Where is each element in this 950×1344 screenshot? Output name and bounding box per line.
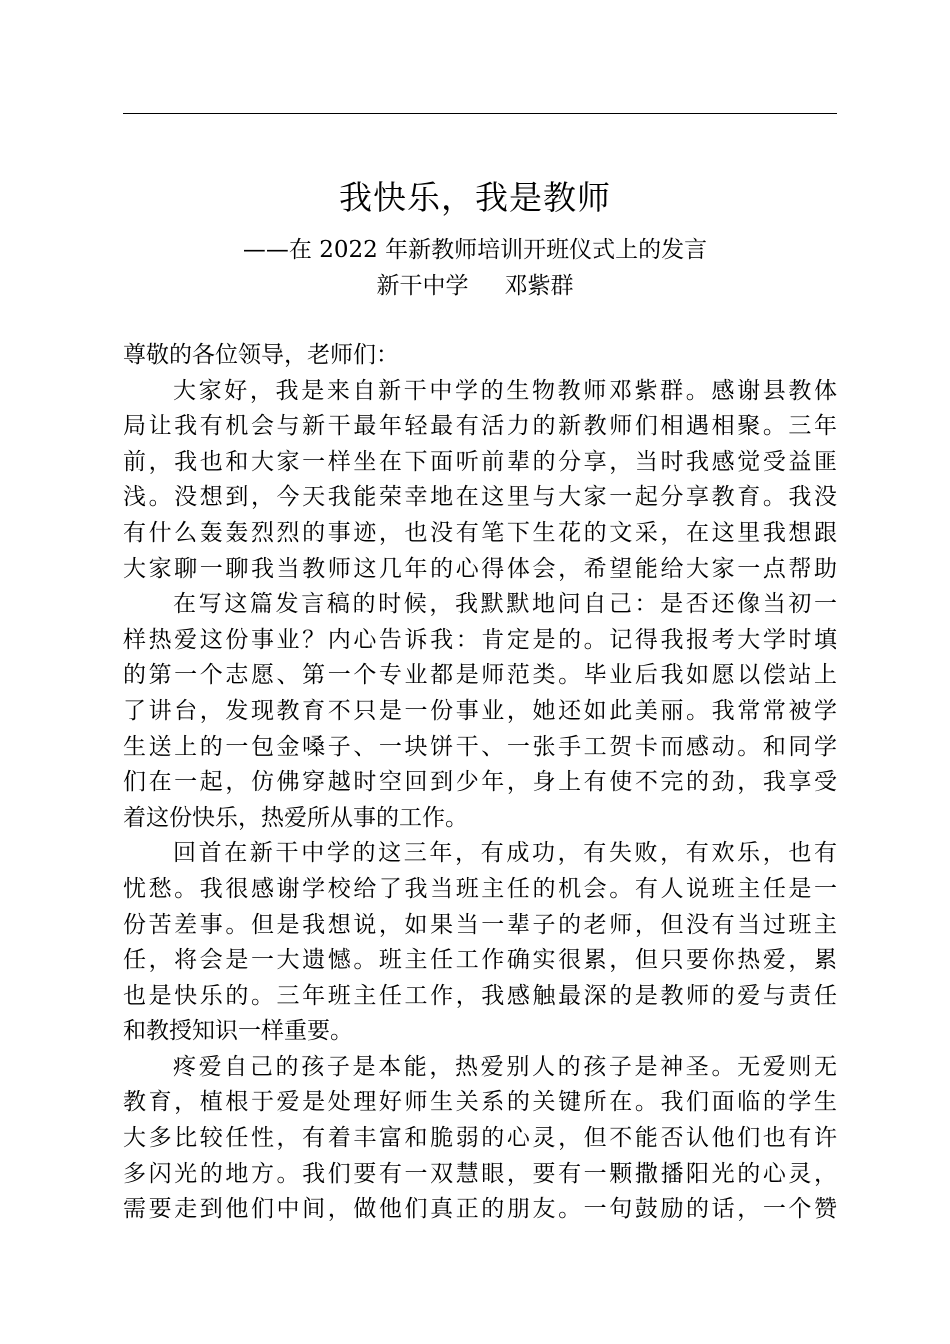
subtitle-suffix: 年新教师培训开班仪式上的发言 [377,237,708,263]
text-line: 任，将会是一大遗憾。班主任工作确实很累，但只要你热爱，累 [123,947,837,974]
document-subtitle [0,232,950,268]
text-line: 也是快乐的。三年班主任工作，我感触最深的是教师的爱与责任 [123,982,837,1009]
text-line: 的第一个志愿、第一个专业都是师范类。毕业后我如愿以偿站上 [123,662,837,689]
text-line: 样热爱这份事业？内心告诉我：肯定是的。记得我报考大学时填 [123,626,837,653]
text-line: 浅。没想到，今天我能荣幸地在这里与大家一起分享教育。我没 [123,484,837,511]
text-line: 回首在新干中学的这三年，有成功，有失败，有欢乐，也有 [173,840,837,867]
text-line: 和教授知识一样重要。 [123,1018,353,1045]
author-line [0,268,950,304]
author-school: 新干中学 [376,273,469,299]
text-line: 在写这篇发言稿的时候，我默默地问自己：是否还像当初一 [173,591,837,618]
text-line: 疼爱自己的孩子是本能，热爱别人的孩子是神圣。无爱则无 [173,1053,837,1080]
text-line: 需要走到他们中间，做他们真正的朋友。一句鼓励的话，一个赞 [123,1196,837,1223]
text-line: 大家聊一聊我当教师这几年的心得体会，希望能给大家一点帮助 [123,555,837,582]
salutation-line: 尊敬的各位领导，老师们： [123,342,399,368]
subtitle-prefix: ——在 [242,237,320,263]
author-name: 邓紫群 [504,273,574,299]
text-line: 教育，植根于爱是处理好师生关系的关键所在。我们面临的学生 [123,1089,837,1116]
text-line: 大家好，我是来自新干中学的生物教师邓紫群。感谢县教体 [173,377,837,404]
text-line: 大多比较任性，有着丰富和脆弱的心灵，但不能否认他们也有许 [123,1125,837,1152]
text-line: 局让我有机会与新干最年轻最有活力的新教师们相遇相聚。三年 [123,413,837,440]
text-line: 了讲台，发现教育不只是一份事业，她还如此美丽。我常常被学 [123,697,837,724]
header-rule [123,113,837,114]
text-line: 忧愁。我很感谢学校给了我当班主任的机会。有人说班主任是一 [123,875,837,902]
text-line: 们在一起，仿佛穿越时空回到少年，身上有使不完的劲，我享受 [123,769,837,796]
text-line: 前，我也和大家一样坐在下面听前辈的分享，当时我感觉受益匪 [123,448,837,475]
text-line: 份苦差事。但是我想说，如果当一辈子的老师，但没有当过班主 [123,911,837,938]
text-line: 生送上的一包金嗓子、一块饼干、一张手工贺卡而感动。和同学 [123,733,837,760]
text-line: 着这份快乐，热爱所从事的工作。 [123,804,468,831]
text-line: 多闪光的地方。我们要有一双慧眼，要有一颗撒播阳光的心灵， [123,1160,837,1187]
document-title: 我快乐，我是教师 [339,178,611,217]
text-line: 有什么轰轰烈烈的事迹，也没有笔下生花的文采，在这里我想跟 [123,519,837,546]
document-body [123,338,837,1228]
subtitle-year: 2022 [319,237,378,263]
